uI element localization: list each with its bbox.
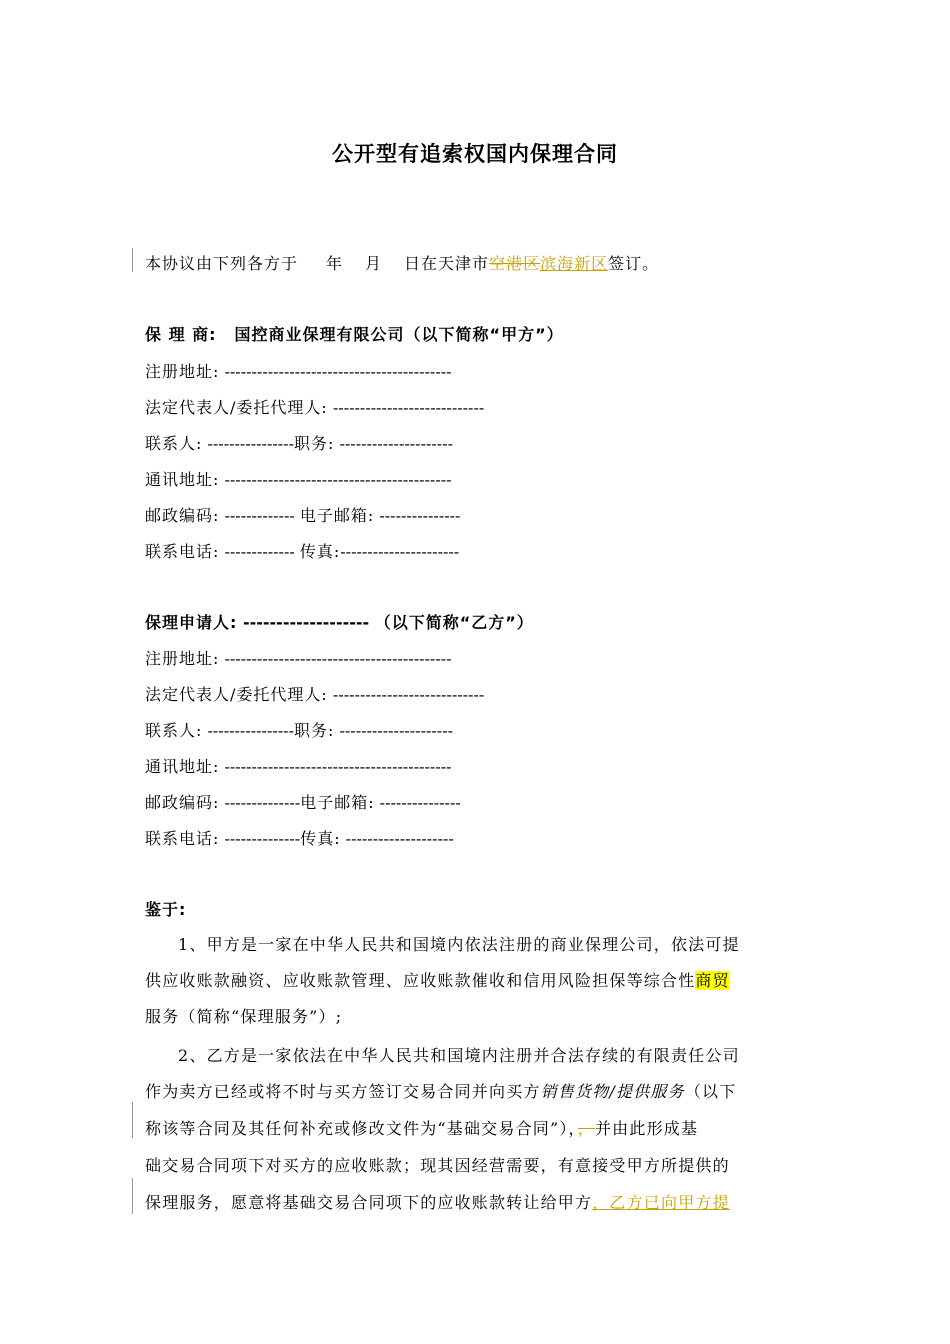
whereas-p2-line2 [145,1079,807,1102]
party-b-reg-addr [145,646,452,669]
field-label: 联系电话: [145,829,220,848]
inserted-text: 滨海新区 [540,254,609,273]
whereas-p1-line1: 1、甲方是一家在中华人民共和国境内依法注册的商业保理公司，依法可提 [178,935,740,954]
italic-text: 销售货物/提供服务 [540,1082,685,1101]
intro-month: 月 [365,254,383,273]
party-b-contact [145,718,453,741]
party-b-legal-rep [145,682,484,705]
change-bar [132,248,133,272]
intro-day-prefix: 日在天津市 [404,254,490,273]
intro-line [145,251,659,274]
intro-year: 年 [326,254,344,273]
blank-line: --------------- [374,506,461,525]
blank-line: ---------------------------- [327,398,485,417]
party-a-label: 保 理 商: [145,325,217,344]
blank-line: -------------------- [340,829,454,848]
field-label: 法定代表人/委托代理人: [145,398,328,417]
blank-line: ------------------------------------------ [219,470,452,489]
contract-title: 公开型有追索权国内保理合同 [332,142,618,166]
party-b-phone [145,826,454,849]
whereas-p2-line5 [145,1190,807,1213]
highlighted-text: 商贸 [695,971,730,990]
blank-line: ---------------- [202,434,294,453]
party-a-heading [145,322,564,345]
intro-prefix: 本协议由下列各方于 [145,254,299,273]
field-label: 法定代表人/委托代理人: [145,685,328,704]
blank-line: ------------------------------------------ [219,362,452,381]
field-label: 邮政编码: [145,506,220,525]
party-b-suffix: （以下简称“乙方”） [374,613,534,632]
blank-line: ------------------- [237,613,375,632]
whereas-p2-line3 [145,1116,807,1139]
field-label: 通讯地址: [145,470,220,489]
field-label: 电子邮箱: [300,793,375,812]
party-a-reg-addr [145,359,452,382]
blank-line: ---------------------- [340,542,460,561]
text-span: 并由此形成基 [594,1119,699,1138]
text-span: （以下 [684,1082,737,1101]
party-b-postcode [145,790,461,813]
whereas-heading: 鉴于: [145,900,187,919]
change-bar [132,1178,133,1214]
change-bar [132,1102,133,1138]
blank-line: --------------------- [334,434,454,453]
field-label: 职务: [294,434,335,453]
party-a-name: 国控商业保理有限公司（以下简称“甲方”） [234,325,564,344]
party-b-label: 保理申请人: [145,613,238,632]
whereas-p2-line1: 2、乙方是一家依法在中华人民共和国境内注册并合法存续的有限责任公司 [178,1046,740,1065]
blank-line: ---------------- [202,721,294,740]
inserted-text: ，乙方已向甲方提 [592,1193,730,1212]
blank-line: --------------------- [334,721,454,740]
blank-line: -------------- [219,829,301,848]
field-label: 通讯地址: [145,757,220,776]
blank-line: ------------------------------------------ [219,649,452,668]
party-a-mail-addr [145,467,452,490]
field-label: 联系人: [145,434,203,453]
text-span: 供应收账款融资、应收账款管理、应收账款催收和信用风险担保等综合性 [145,971,696,990]
blank-line: ------------- [219,542,300,561]
intro-suffix: 签订。 [608,254,660,273]
field-label: 联系人: [145,721,203,740]
party-a-contact [145,431,453,454]
text-span: 作为卖方已经或将不时与买方签订交易合同并向买方 [145,1082,541,1101]
party-a-postcode [145,503,460,526]
field-label: 职务: [294,721,335,740]
blank-line: ------------------------------------------ [219,757,452,776]
party-b-mail-addr [145,754,452,777]
deleted-text: 空港区 [489,254,541,273]
party-a-phone [145,539,459,562]
field-label: 传真: [300,829,341,848]
whereas-p1-line3: 服务（简称“保理服务”）; [145,1007,343,1026]
party-a-legal-rep [145,395,484,418]
field-label: 联系电话: [145,542,220,561]
field-label: 注册地址: [145,649,220,668]
text-span: 称该等合同及其任何补充或修改文件为“基础交易合同”）， [145,1119,578,1138]
field-label: 邮政编码: [145,793,220,812]
party-b-heading [145,610,534,633]
field-label: 注册地址: [145,362,220,381]
text-span: 保理服务，愿意将基础交易合同项下的应收账款转让给甲方 [145,1193,593,1212]
deleted-text: ， [577,1119,595,1138]
blank-line: ------------- [219,506,300,525]
blank-line: --------------- [374,793,461,812]
blank-line: -------------- [219,793,301,812]
field-label: 电子邮箱: [299,506,375,525]
field-label: 传真: [299,542,341,561]
whereas-p2-line4: 础交易合同项下对买方的应收账款；现其因经营需要，有意接受甲方所提供的 [145,1156,730,1175]
blank-line: ---------------------------- [327,685,485,704]
whereas-p1-line2 [145,968,807,991]
